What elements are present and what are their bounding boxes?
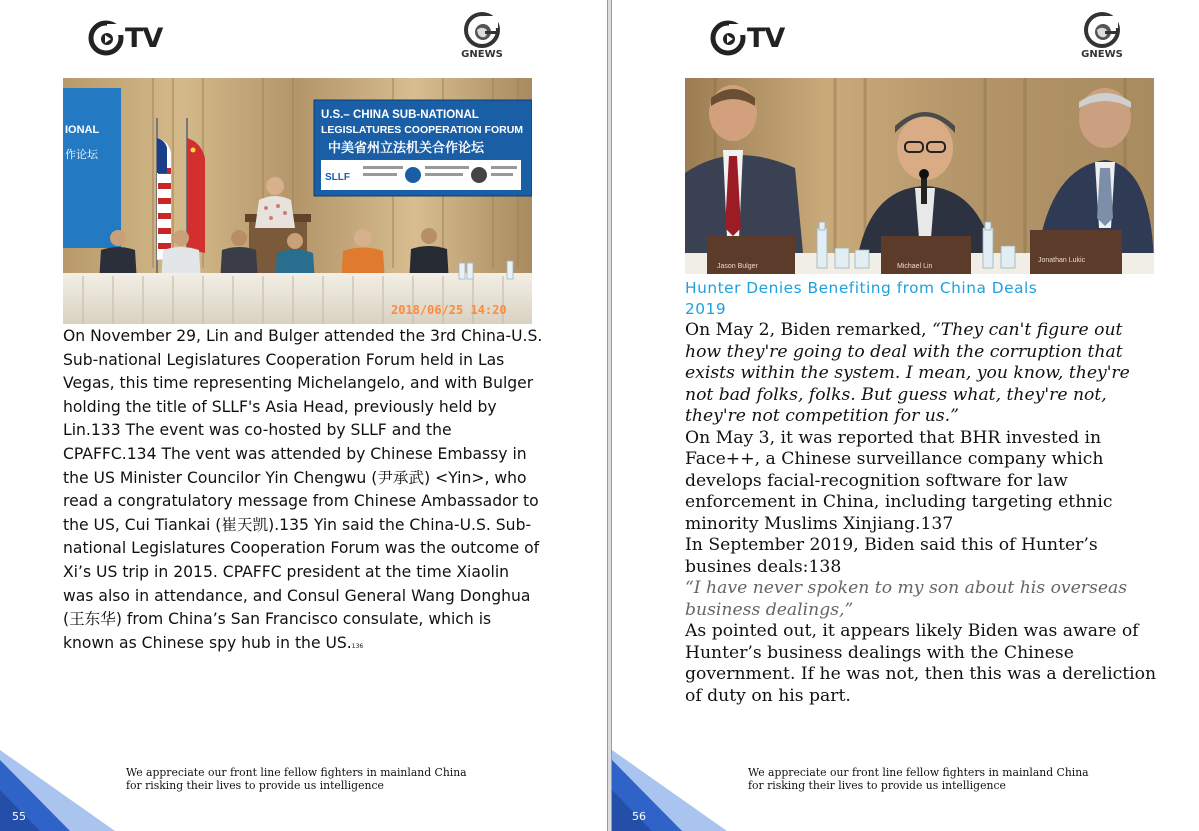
gtv-logo-text: TV (125, 22, 163, 54)
photo-timestamp: 2018/06/25 14:20 (391, 303, 507, 317)
corner-decoration (612, 750, 727, 831)
gnews-logo (452, 10, 512, 60)
section-headline (685, 278, 1155, 320)
panel-photo (685, 78, 1154, 274)
page-56 (612, 0, 1199, 831)
paragraph-september: In September 2019, Biden said this of Hunter’s busines deals:138 (685, 535, 1098, 577)
gnews-logo-text: GNEWS (461, 49, 503, 60)
page-number: 56 (632, 810, 646, 823)
paragraph-may-2-prefix: On May 2, Biden remarked, (685, 320, 933, 340)
banner-line-1: U.S.– CHINA SUB-NATIONAL (321, 109, 479, 121)
footer-line-1: We appreciate our front line fellow fighters in mainland China (748, 766, 1089, 779)
gtv-logo (88, 16, 162, 60)
gtv-logo-icon (88, 20, 124, 56)
footnote-136: 136 (351, 642, 364, 650)
gnews-logo-text: GNEWS (1081, 49, 1123, 60)
nameplate-center: Michael Lin (897, 263, 933, 270)
footer-line-2: for risking their lives to provide us intelligence (126, 779, 384, 792)
page-number: 55 (12, 810, 26, 823)
headline-line-1: Hunter Denies Benefiting from China Deals (685, 279, 1038, 297)
forum-photo (63, 78, 532, 324)
side-banner-text-2: 作论坛 (65, 148, 98, 161)
gtv-logo-icon (710, 20, 746, 56)
gtv-logo (710, 16, 784, 60)
body-paragraph: On November 29, Lin and Bulger attended the 3rd China-U.S. Sub-national Legislatures Cooperation Forum held in Las Vegas, this time representing Michelangelo, and with Bulger holding the title of SLLF's Asia Head, previously held by Lin.133 The event was co-hosted by SLLF and the CPAFFC.134 The vent was attended by Chinese Embassy in the US Minister Councilor Yin Chengwu (尹承武) <Yin>, who read a congratulatory message from Chinese Ambassador to the US, Cui Tiankai (崔天凯).135 Yin said the China-U.S. Sub-national Legislatures Cooperation Forum was the outcome of Xi’s US trip in 2015. CPAFFC president at the time Xiaolin was also in attendance, and Consul General Wang Donghua (王东华) from China’s San Francisco consulate, which is known as Chinese spy hub in the US. (63, 327, 543, 652)
banner-sllf: SLLF (325, 172, 350, 183)
paragraph-conclusion: As pointed out, it appears likely Biden was aware of Hunter’s business dealings with the Chinese government. If he was not, then this was a dereliction of duty on his part. (685, 621, 1157, 706)
banner-chinese: 中美省州立法机关合作论坛 (328, 141, 485, 156)
banner-line-2: LEGISLATURES COOPERATION FORUM (321, 124, 524, 136)
hunter-quote: “I have never spoken to my son about his overseas business dealings,” (685, 578, 1128, 620)
biden-quote: “They can't figure out how they're going to deal with the corruption that exists within the system. I mean, you know, they're not bad folks, folks. But guess what, they're not, they're not competition for us.” (685, 320, 1130, 426)
body-text (685, 320, 1160, 707)
footer-line-1: We appreciate our front line fellow fighters in mainland China (126, 766, 467, 779)
nameplate-left: Jason Bulger (717, 263, 758, 270)
headline-line-2: 2019 (685, 300, 727, 318)
gtv-logo-text: TV (747, 22, 785, 54)
gnews-globe-icon (1082, 10, 1122, 50)
paragraph-may-3: On May 3, it was reported that BHR invested in Face++, a Chinese surveillance company which develops facial-recognition software for law enforcement in China, including targeting ethnic minority Muslims Xinjiang.137 (685, 427, 1113, 534)
footer-note (126, 766, 467, 792)
nameplate-right: Jonathan Lukic (1038, 257, 1086, 264)
paragraph-may-2 (685, 320, 1160, 428)
side-banner-text-1: IONAL (65, 124, 100, 136)
footer-note (748, 766, 1089, 792)
footer-line-2: for risking their lives to provide us intelligence (748, 779, 1006, 792)
body-text (63, 325, 543, 658)
gnews-globe-icon (462, 10, 502, 50)
gnews-logo (1072, 10, 1132, 60)
